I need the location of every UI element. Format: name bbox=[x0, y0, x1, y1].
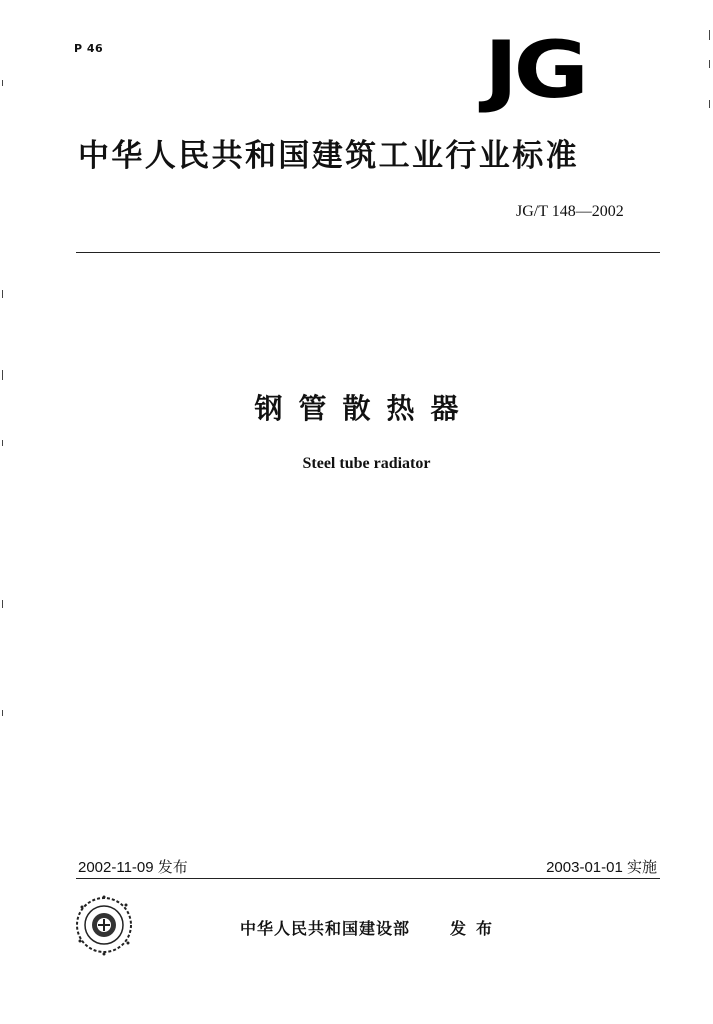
publisher-name: 中华人民共和国建设部 bbox=[240, 919, 411, 938]
document-title-english: Steel tube radiator bbox=[302, 455, 431, 472]
standard-category: 中华人民共和国建筑工业行业标准 bbox=[78, 138, 579, 174]
publish-verb: 发布 bbox=[450, 919, 503, 938]
scan-artifact bbox=[709, 100, 710, 108]
ministry-seal-icon bbox=[72, 893, 136, 957]
scan-artifact bbox=[2, 80, 3, 86]
scan-artifact bbox=[2, 440, 3, 446]
jg-logo: JG bbox=[484, 26, 585, 116]
scan-artifact bbox=[2, 710, 3, 716]
bottom-divider bbox=[76, 878, 660, 879]
classification-code: P 46 bbox=[74, 42, 104, 55]
scan-artifact bbox=[709, 30, 710, 40]
scan-artifact bbox=[2, 370, 3, 380]
scan-artifact bbox=[2, 290, 3, 298]
implementation-date: 2003-01-01 实施 bbox=[546, 859, 657, 876]
standard-number: JG/T 148—2002 bbox=[516, 203, 624, 220]
scan-artifact bbox=[2, 600, 3, 608]
scan-artifact bbox=[709, 60, 710, 68]
issue-date: 2002-11-09 发布 bbox=[78, 859, 188, 876]
top-divider bbox=[76, 252, 660, 253]
document-title-chinese: 钢管散热器 bbox=[254, 392, 475, 425]
